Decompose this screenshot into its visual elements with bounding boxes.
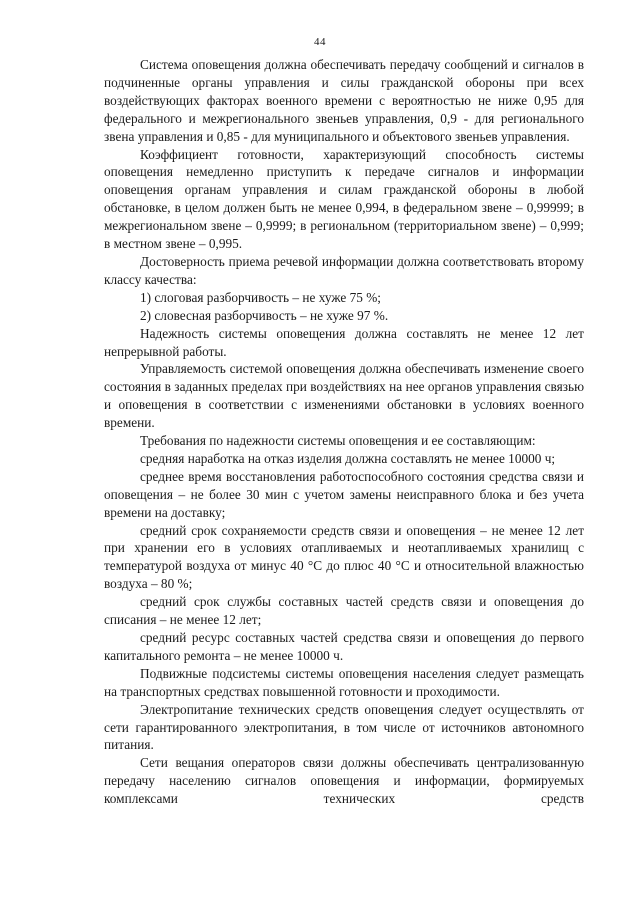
list-item: средняя наработка на отказ изделия должна составлять не менее 10000 ч; bbox=[140, 450, 556, 466]
list-item: 2) словесная разборчивость – не хуже 97 %. bbox=[140, 307, 389, 323]
paragraph: Надежность системы оповещения должна составлять не менее 12 лет непрерывной работы. bbox=[104, 325, 584, 359]
paragraph: Коэффициент готовности, характеризующий способность системы оповещения немедленно приступить к передаче сигналов и информации оповещения органам управления и силам гражданской обороны в любой обстановке, в целом должен быть не менее 0,994, в федеральном звене – 0,99999; в межрегиональном звене – 0,9999; в региональном (территориальном звене) – 0,999; в местном звене – 0,995. bbox=[104, 146, 584, 252]
paragraph: Требования по надежности системы оповещения и ее составляющим: bbox=[140, 433, 536, 449]
list-item: средний ресурс составных частей средства связи и оповещения до первого капитального ремонта – не менее 10000 ч. bbox=[104, 630, 584, 663]
paragraph: Подвижные подсистемы системы оповещения населения следует размещать на транспортных средствах повышенной готовности и проходимости. bbox=[104, 665, 584, 699]
paragraph: Система оповещения должна обеспечивать передачу сообщений и сигналов в подчиненные органы управления и силы гражданской обороны при всех воздействующих факторах военного времени с вероятностью не ниже 0,95 для федерального и межрегионального звеньев управления, 0,9 - для регионального звена управления и 0,85 - для муниципального и объектового звеньев управления. bbox=[104, 57, 584, 144]
document-body bbox=[104, 56, 584, 808]
paragraph: Сети вещания операторов связи должны обеспечивать централизованную передачу населению сигналов оповещения и информации, формируемых комплексами технических средств bbox=[104, 755, 584, 807]
paragraph: Достоверность приема речевой информации должна соответствовать второму классу качества: bbox=[104, 253, 584, 287]
paragraph: Электропитание технических средств оповещения следует осуществлять от сети гарантированного электропитания, в том числе от источников автономного питания. bbox=[104, 701, 584, 753]
list-item: среднее время восстановления работоспособного состояния средства связи и оповещения – не более 30 мин с учетом замены неисправного блока и без учета времени на доставку; bbox=[104, 468, 584, 520]
list-item: средний срок службы составных частей средств связи и оповещения до списания – не менее 12 лет; bbox=[104, 594, 584, 628]
list-item: 1) слоговая разборчивость – не хуже 75 %; bbox=[140, 289, 381, 305]
paragraph: Управляемость системой оповещения должна обеспечивать изменение своего состояния в заданных пределах при воздействиях на нее органов управления связью и оповещения в соответствии с изменениями обстановки в условиях военного времени. bbox=[104, 361, 584, 431]
list-item: средний срок сохраняемости средств связи и оповещения – не менее 12 лет при хранении его в условиях отапливаемых и неотапливаемых хранилищ с температурой воздуха от минус 40 °С до плюс 40 °С и относительной влажностью воздуха – 80 %; bbox=[104, 522, 584, 592]
page-number: 44 bbox=[314, 36, 326, 48]
